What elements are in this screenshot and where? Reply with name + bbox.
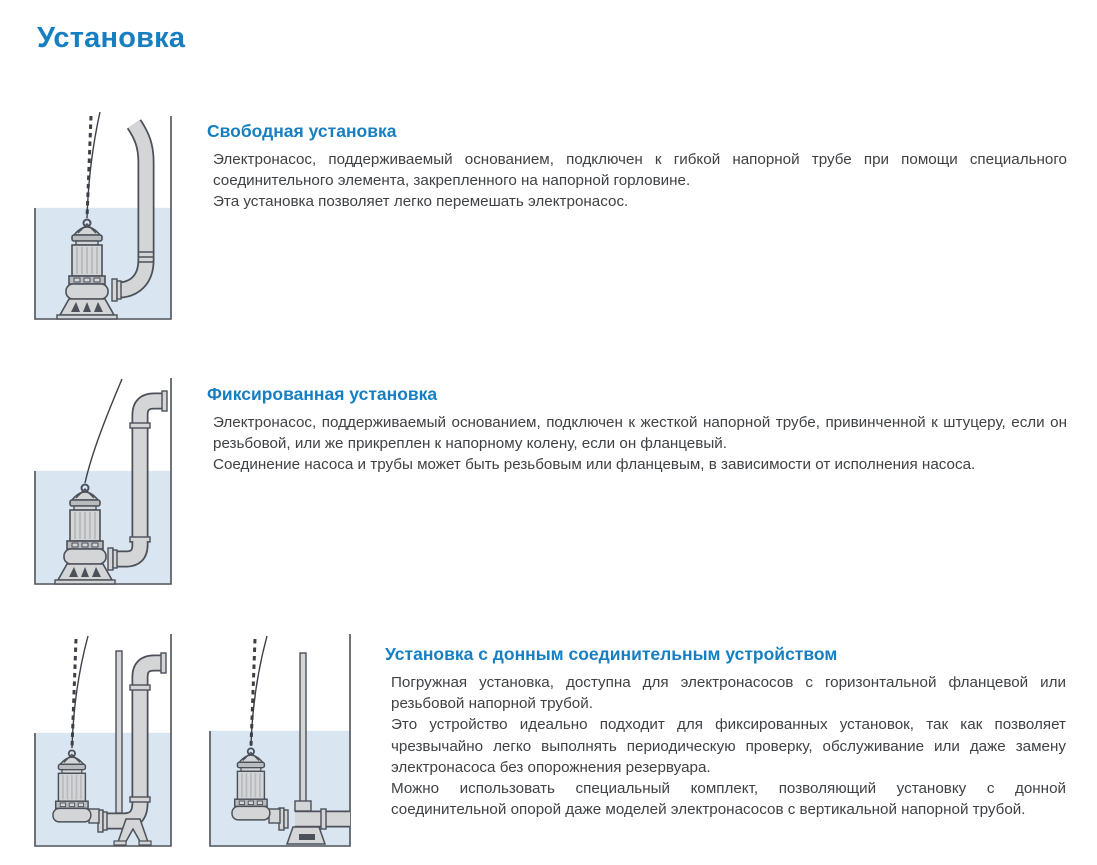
section-paragraph: Погружная установка, доступна для электронасосов с горизонтальной фланцевой или резьбовой напорной трубой. — [391, 674, 1066, 713]
guide-rail — [116, 651, 122, 813]
section-paragraph: Соединение насоса и трубы может быть резьбовым или фланцевым, в зависимости от исполнения насоса. — [213, 456, 976, 474]
power-cable — [85, 379, 122, 483]
section-paragraph: Электронасос, поддерживаемый основанием, подключен к гибкой напорной трубе при помощи специального соединительного элемента, закрепленного на напорной горловине. — [213, 151, 1067, 190]
section-paragraph: Эта установка позволяет легко перемешать электронасос. — [213, 193, 629, 211]
section-free-installation — [207, 121, 1067, 213]
section-heading: Установка с донным соединительным устройством — [385, 644, 838, 664]
guide-rail — [300, 653, 306, 805]
section-heading: Свободная установка — [207, 121, 397, 141]
bottom-coupling-horizontal-pipe-illustration — [209, 633, 351, 852]
section-fixed-installation — [207, 384, 1067, 476]
bottom-coupling-vertical-pipe-illustration — [34, 633, 172, 852]
free-installation-illustration — [34, 108, 172, 327]
section-paragraph: Электронасос, поддерживаемый основанием, подключен к жесткой напорной трубе, привинченной к штуцеру, если он резьбовой, или же прикреплен к напорному колену, если он фланцевый. — [213, 414, 1067, 453]
section-bottom-coupling-device — [385, 644, 1066, 820]
fixed-installation-illustration — [34, 377, 172, 591]
section-paragraph: Можно использовать специальный комплект, позволяющий установку с донной соединительной опорой даже моделей электронасосов с вертикальной напорной трубой. — [391, 780, 1066, 819]
horizontal-discharge-pipe — [295, 809, 350, 829]
page-title: Установка — [37, 22, 186, 54]
section-heading: Фиксированная установка — [207, 384, 438, 404]
section-paragraph: Это устройство идеально подходит для фиксированных установок, так как позволяет чрезвычайно легко выполнять периодическую проверку, обслуживание или даже замену электронасоса без опорожнения резервуара. — [391, 716, 1066, 776]
